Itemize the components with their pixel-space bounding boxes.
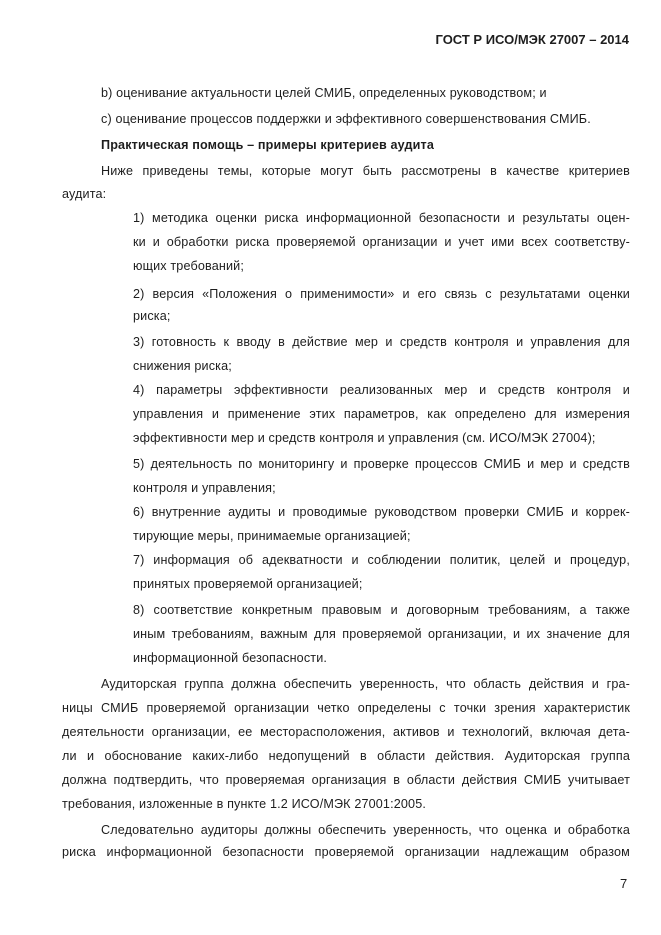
scope-paragraph-line: Аудиторская группа должна обеспечить уверенность, что область действия и гра- (101, 677, 630, 691)
risk-paragraph-line: риска информационной безопасности проверяемой организации надлежащим образом (62, 845, 630, 859)
criterion-3-line: 3) готовность к вводу в действие мер и средств контроля и управления для (133, 335, 630, 349)
scope-paragraph-line: деятельности организации, ее месторасположения, активов и технологий, включая дета- (62, 725, 630, 739)
criterion-8-line: информационной безопасности. (133, 651, 328, 665)
criterion-7-line: принятых проверяемой организацией; (133, 577, 363, 591)
intro-line: Ниже приведены темы, которые могут быть рассмотрены в качестве критериев (101, 164, 630, 178)
criterion-1-line: ющих требований; (133, 259, 244, 273)
item-c-line: c) оценивание процессов поддержки и эффективного совершенствования СМИБ. (101, 112, 591, 126)
criterion-1-line: 1) методика оценки риска информационной безопасности и результаты оцен- (133, 211, 630, 225)
criterion-6-line: тирующие меры, принимаемые организацией; (133, 529, 411, 543)
criterion-4-line: 4) параметры эффективности реализованных мер и средств контроля и (133, 383, 630, 397)
criterion-5-line: контроля и управления; (133, 481, 276, 495)
criterion-8-line: иным требованиям, важным для проверяемой организации, и их значение для (133, 627, 630, 641)
criterion-4-line: эффективности мер и средств контроля и управления (см. ИСО/МЭК 27004); (133, 431, 596, 445)
criterion-2-line: 2) версия «Положения о применимости» и его связь с результатами оценки (133, 287, 630, 301)
scope-paragraph-line: требования, изложенные в пункте 1.2 ИСО/МЭК 27001:2005. (62, 797, 426, 811)
criterion-3-line: снижения риска; (133, 359, 232, 373)
criterion-4-line: управления и применение этих параметров, как определено для измерения (133, 407, 630, 421)
document-header: ГОСТ Р ИСО/МЭК 27007 – 2014 (435, 32, 629, 47)
risk-paragraph-line: Следовательно аудиторы должны обеспечить уверенность, что оценка и обработка (101, 823, 630, 837)
scope-paragraph-line: ли и обоснование каких-либо недопущений в области действия. Аудиторская группа (62, 749, 630, 763)
criterion-5-line: 5) деятельность по мониторингу и проверке процессов СМИБ и мер и средств (133, 457, 630, 471)
criterion-8-line: 8) соответствие конкретным правовым и договорным требованиям, а также (133, 603, 630, 617)
intro-line: аудита: (62, 187, 107, 201)
heading-line: Практическая помощь – примеры критериев аудита (101, 138, 435, 152)
criterion-1-line: ки и обработки риска проверяемой организации и учет ими всех соответству- (133, 235, 630, 249)
scope-paragraph-line: ницы СМИБ проверяемой организации четко определены с точки зрения характеристик (62, 701, 630, 715)
criterion-7-line: 7) информация об адекватности и соблюдении политик, целей и процедур, (133, 553, 630, 567)
item-b-line: b) оценивание актуальности целей СМИБ, определенных руководством; и (101, 86, 547, 100)
criterion-6-line: 6) внутренние аудиты и проводимые руководством проверки СМИБ и коррек- (133, 505, 630, 519)
criterion-2-line: риска; (133, 309, 171, 323)
page-number: 7 (620, 876, 628, 891)
scope-paragraph-line: должна подтвердить, что проверяемая организация в области действия СМИБ учитывает (62, 773, 630, 787)
